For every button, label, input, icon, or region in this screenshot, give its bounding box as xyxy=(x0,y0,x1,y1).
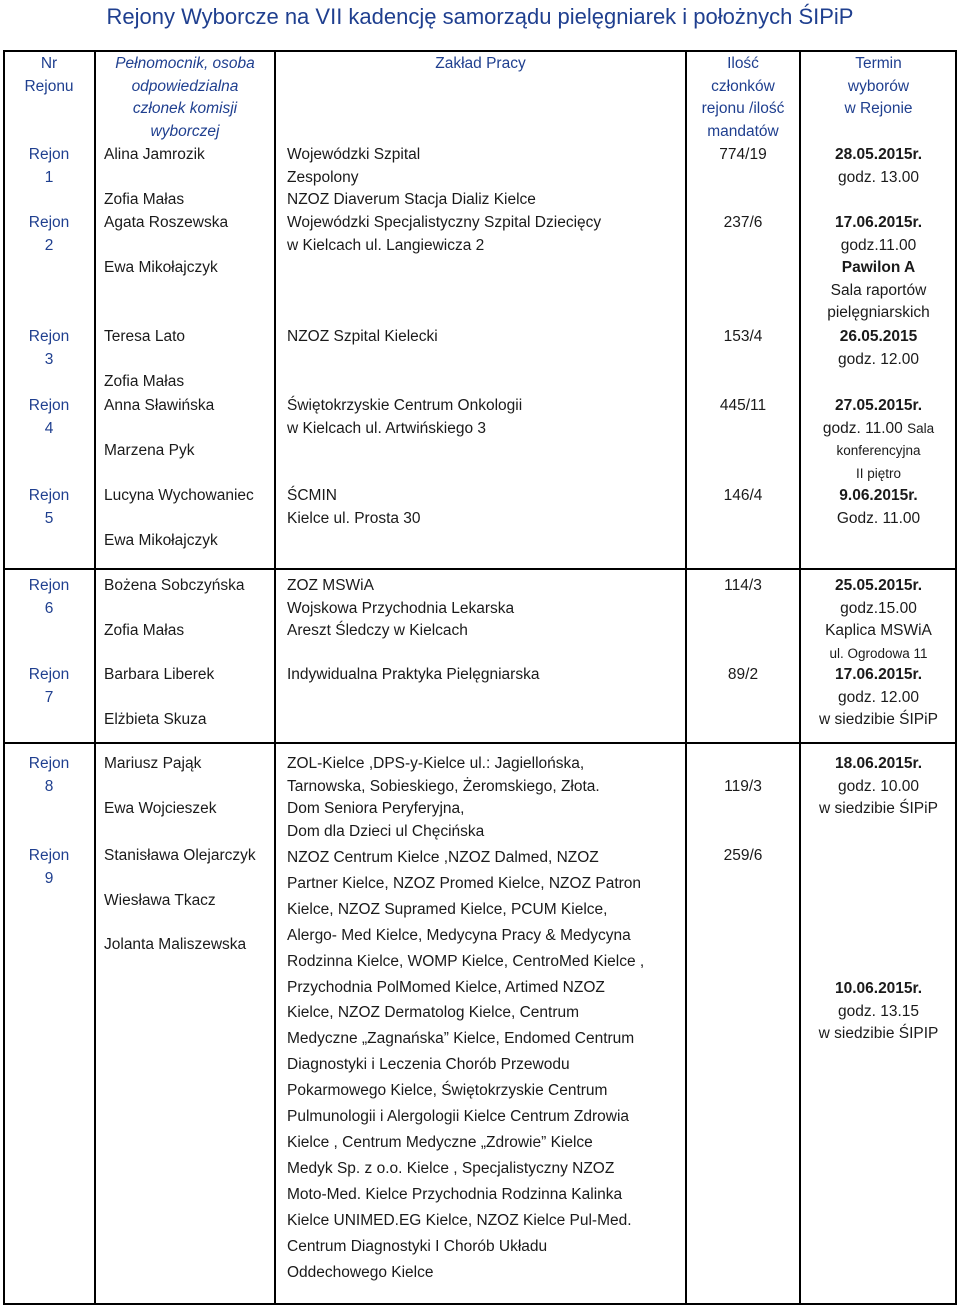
term-cell: 26.05.2015 godz. 12.00 xyxy=(837,328,919,368)
term-cell: 17.06.2015r. godz. 12.00 w siedzibie ŚIPiP xyxy=(819,666,938,728)
header-members: Ilość członków rejonu /ilość mandatów xyxy=(701,55,785,140)
rejon-cell: Rejon 7 xyxy=(28,666,70,706)
column-divider xyxy=(94,50,96,1305)
rejon-cell: Rejon 8 xyxy=(28,755,70,795)
count-cell: 114/3 xyxy=(724,577,762,594)
person-cell: Mariusz Pająk Ewa Wojcieszek xyxy=(104,755,217,817)
person-cell: Barbara Liberek Elżbieta Skuza xyxy=(104,666,215,728)
term-cell: 18.06.2015r. godz. 10.00 w siedzibie ŚIPiP xyxy=(819,755,938,817)
term-cell: 10.06.2015r. godz. 13.15 w siedzibie ŚIPIP xyxy=(818,980,939,1042)
person-cell: Alina Jamrozik Zofia Małas xyxy=(104,146,205,208)
person-cell: Stanisława Olejarczyk Wiesława Tkacz Jolanta Maliszewska xyxy=(104,847,256,953)
rejon-cell: Rejon 3 xyxy=(28,328,70,368)
count-cell: 259/6 xyxy=(723,847,763,864)
rejon-cell: Rejon 2 xyxy=(28,214,70,254)
count-cell: 445/11 xyxy=(719,397,767,414)
term-cell: 25.05.2015r. godz.15.00 Kaplica MSWiA ul. Ogrodowa 11 xyxy=(825,577,932,661)
person-cell: Agata Roszewska Ewa Mikołajczyk xyxy=(104,214,229,276)
rejon-cell: Rejon 6 xyxy=(28,577,70,617)
workplace-cell: Wojewódzki Szpital Zespolony NZOZ Diaverum Stacja Dializ Kielce xyxy=(287,146,536,208)
person-cell: Lucyna Wychowaniec Ewa Mikołajczyk xyxy=(104,487,254,549)
workplace-cell: ŚCMIN Kielce ul. Prosta 30 xyxy=(287,487,421,527)
workplace-cell: NZOZ Centrum Kielce ,NZOZ Dalmed, NZOZ Partner Kielce, NZOZ Promed Kielce, NZOZ Patron Kielce, NZOZ Supramed Kielce, PCUM Kielce, Alergo- Med Kielce, Medycyna Pracy & Medycyna Rodzinna Kielce, WOMP Kielce, CentroMed Kielce , Przychodnia PolMomed Kielce, Artimed NZOZ Kielce, NZOZ Dermatolog Kielce, Centrum Medyczne „Zagnańska” Kielce, Endomed Centrum Diagnostyki i Leczenia Chorób Przewodu Pokarmowego Kielce, Świętokrzyskie Centrum Pulmunologii i Alergologii Kielce Centrum Zdrowia Kielce , Centrum Medyczne „Zdrowie” Kielce Medyk Sp. z o.o. Kielce , Specjalistyczny NZOZ Moto-Med. Kielce Przychodnia Rodzinna Kalinka Kielce UNIMED.EG Kielce, NZOZ Kielce Pul-Med. Centrum Diagnostyki I Chorób Układu Oddechowego Kielce xyxy=(287,849,645,1281)
count-cell: 153/4 xyxy=(723,328,763,345)
rejon-cell: Rejon 9 xyxy=(28,847,70,887)
term-cell: 28.05.2015r. godz. 13.00 xyxy=(834,146,923,186)
row-group-divider xyxy=(3,568,957,570)
page-title: Rejony Wyborcze na VII kadencję samorządu pielęgniarek i położnych ŚIPiP xyxy=(106,4,854,29)
rejon-cell: Rejon 4 xyxy=(28,397,70,437)
header-nr: Nr Rejonu xyxy=(24,55,74,95)
count-cell: 119/3 xyxy=(724,778,762,795)
rejon-cell: Rejon 5 xyxy=(28,487,70,527)
rejon-cell: Rejon 1 xyxy=(28,146,70,186)
workplace-cell: ZOZ MSWiA Wojskowa Przychodnia Lekarska Areszt Śledczy w Kielcach xyxy=(287,577,515,639)
row-group-divider xyxy=(3,742,957,744)
workplace-cell: NZOZ Szpital Kielecki xyxy=(287,328,438,345)
term-cell: 9.06.2015r. Godz. 11.00 xyxy=(836,487,921,527)
term-cell: 27.05.2015r. godz. 11.00 Sala konferencyjna II piętro xyxy=(822,397,935,481)
header-workplace: Zakład Pracy xyxy=(435,55,526,72)
workplace-cell: Świętokrzyskie Centrum Onkologii w Kielcach ul. Artwińskiego 3 xyxy=(287,397,523,437)
count-cell: 89/2 xyxy=(727,666,759,683)
column-divider xyxy=(274,50,276,1305)
workplace-cell: Wojewódzki Specjalistyczny Szpital Dziecięcy w Kielcach ul. Langiewicza 2 xyxy=(287,214,602,254)
workplace-cell: Indywidualna Praktyka Pielęgniarska xyxy=(287,666,540,683)
term-cell: 17.06.2015r. godz.11.00 Pawilon A Sala raportów pielęgniarskich xyxy=(827,214,930,321)
person-cell: Teresa Lato Zofia Małas xyxy=(104,328,185,390)
header-term: Termin wyborów w Rejonie xyxy=(844,55,913,117)
workplace-cell: ZOL-Kielce ,DPS-y-Kielce ul.: Jagiellońska, Tarnowska, Sobieskiego, Żeromskiego, Złota. Dom Seniora Peryferyjna, Dom dla Dzieci ul Chęcińska xyxy=(287,755,600,840)
person-cell: Bożena Sobczyńska Zofia Małas xyxy=(104,577,245,639)
count-cell: 774/19 xyxy=(719,146,767,163)
count-cell: 146/4 xyxy=(723,487,763,504)
count-cell: 237/6 xyxy=(723,214,763,231)
person-cell: Anna Sławińska Marzena Pyk xyxy=(104,397,215,459)
header-person: Pełnomocnik, osoba odpowiedzialna członek komisji wyborczej xyxy=(115,55,255,140)
